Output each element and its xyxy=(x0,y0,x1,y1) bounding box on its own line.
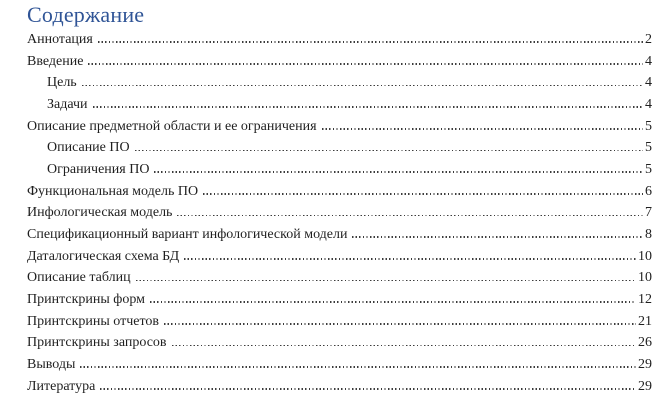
dotted-leader xyxy=(164,323,636,325)
toc-entry[interactable] xyxy=(27,137,652,159)
toc-entry[interactable] xyxy=(27,181,652,203)
toc-page-number: 2 xyxy=(645,32,652,47)
toc-page-number: 5 xyxy=(645,118,652,134)
toc-entry-label: Ограничения ПО xyxy=(47,161,150,177)
dotted-leader xyxy=(154,171,643,173)
toc-entry-label: Принтскрины форм xyxy=(27,291,146,307)
dotted-leader xyxy=(100,388,636,390)
toc-page-number: 29 xyxy=(638,378,652,394)
toc-entry[interactable] xyxy=(27,376,652,398)
toc-entry-label: Описание предметной области и ее ограничения xyxy=(27,118,317,134)
toc-entry-label: Литература xyxy=(27,378,96,394)
toc-entry-label: Аннотация xyxy=(27,32,93,47)
toc-page-number: 8 xyxy=(645,226,652,242)
toc-list xyxy=(27,29,652,397)
toc-entry-label: Принтскрины отчетов xyxy=(27,313,160,329)
toc-entry[interactable] xyxy=(27,159,652,181)
toc-page-number: 10 xyxy=(638,248,652,264)
toc-title: Содержание xyxy=(27,2,145,27)
toc-entry[interactable] xyxy=(27,116,652,138)
toc-page-number: 5 xyxy=(645,140,652,156)
toc-page-number: 4 xyxy=(645,53,652,69)
toc-entry[interactable] xyxy=(27,267,652,289)
dotted-leader xyxy=(98,41,643,43)
dotted-leader xyxy=(93,106,643,108)
toc-page-number: 29 xyxy=(638,356,652,372)
document-page xyxy=(27,0,652,397)
toc-page-number: 26 xyxy=(638,335,652,351)
toc-entry[interactable] xyxy=(27,332,652,354)
toc-page-number: 10 xyxy=(638,270,652,286)
dotted-leader xyxy=(82,85,643,87)
toc-entry-label: Задачи xyxy=(47,96,88,112)
toc-entry-label: Выводы xyxy=(27,356,76,372)
toc-entry-label: Спецификационный вариант инфологической модели xyxy=(27,226,348,242)
toc-entry-label: Введение xyxy=(27,53,84,69)
toc-entry[interactable] xyxy=(27,354,652,376)
toc-entry-label: Описание таблиц xyxy=(27,270,131,286)
dotted-leader xyxy=(80,366,636,368)
toc-entry[interactable] xyxy=(27,311,652,333)
toc-page-number: 21 xyxy=(638,313,652,329)
dotted-leader xyxy=(172,345,636,347)
toc-entry[interactable] xyxy=(27,224,652,246)
toc-entry[interactable] xyxy=(27,72,652,94)
toc-page-number: 4 xyxy=(645,75,652,91)
dotted-leader xyxy=(177,215,643,217)
dotted-leader xyxy=(135,150,643,152)
toc-entry-label: Принтскрины запросов xyxy=(27,335,167,351)
toc-page-number: 7 xyxy=(645,205,652,221)
toc-entry[interactable] xyxy=(27,202,652,224)
toc-entry-label: Инфологическая модель xyxy=(27,205,173,221)
dotted-leader xyxy=(322,128,643,130)
toc-page-number: 5 xyxy=(645,161,652,177)
dotted-leader xyxy=(88,63,643,65)
toc-entry[interactable] xyxy=(27,289,652,311)
toc-entry[interactable] xyxy=(27,246,652,268)
dotted-leader xyxy=(136,280,636,282)
dotted-leader xyxy=(184,258,636,260)
dotted-leader xyxy=(150,301,636,303)
toc-entry-label: Функциональная модель ПО xyxy=(27,183,199,199)
toc-entry-label: Описание ПО xyxy=(47,140,130,156)
toc-entry[interactable] xyxy=(27,29,652,51)
toc-entry[interactable] xyxy=(27,94,652,116)
toc-page-number: 12 xyxy=(638,291,652,307)
dotted-leader xyxy=(203,193,643,195)
toc-entry-label: Цель xyxy=(47,75,77,91)
dotted-leader xyxy=(352,236,643,238)
toc-entry[interactable] xyxy=(27,51,652,73)
toc-entry-label: Даталогическая схема БД xyxy=(27,248,180,264)
toc-page-number: 6 xyxy=(645,183,652,199)
toc-page-number: 4 xyxy=(645,96,652,112)
